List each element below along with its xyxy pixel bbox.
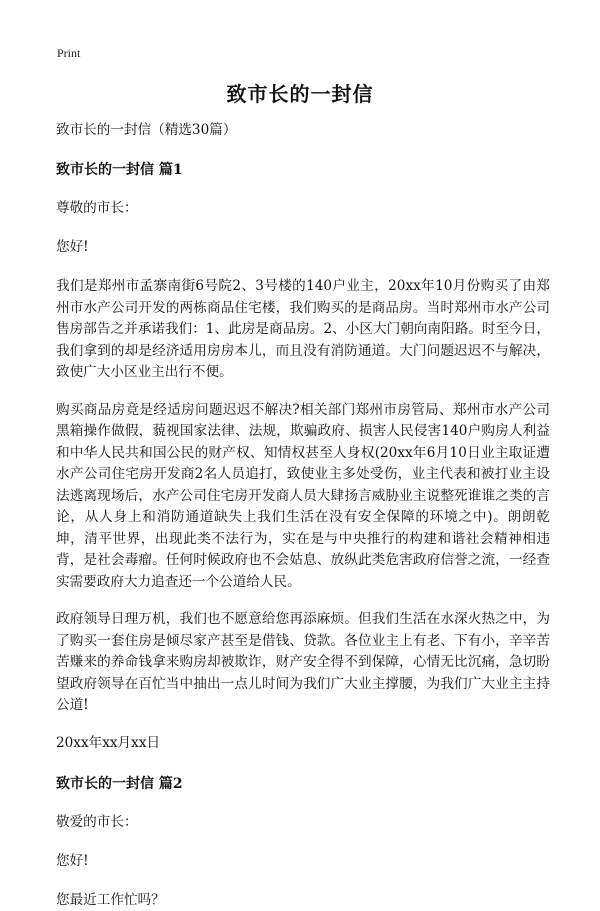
section-2-heading: 致市长的一封信 篇2: [56, 775, 183, 792]
section-2-greeting: 您好!: [56, 852, 89, 869]
document-body: [56, 120, 550, 911]
section-1-salutation: 尊敬的市长：: [56, 200, 138, 216]
section-1-heading: 致市长的一封信 篇1: [56, 162, 183, 178]
section-2-salutation: 敬爱的市长：: [56, 813, 138, 830]
section-1-paragraph: 购买商品房竟是经适房问题迟迟不解决?相关部门郑州市房管局、郑州市水产公司黑箱操作做假，藐视国家法律、法规，欺骗政府、损害人民侵害140户购房人利益和中华人民共和国公民的财产权、知情权甚至人身权(20xx年6月10日业主取证遭水产公司住宅房开发商2名人员追打，致使业主多处受伤，业主代表和被打业主设法逃离现场后，水产公司住宅房开发商人员大肆扬言威胁业主说整死谁谁之类的言论，从人身上和消防通道缺失上我们生活在没有安全保障的环境之中)。朗朗乾坤，清平世界，出现此类不法行为，实在是与中央推行的构建和谐社会精神相违背，是社会毒瘤。任何时候政府也不会姑息、放纵此类危害政府信誉之流，一经查实需要政府大力追查还一个公道给人民。: [56, 401, 550, 590]
section-1-greeting: 您好!: [56, 239, 89, 255]
section-1-paragraph: 我们是郑州市孟寨南街6号院2、3号楼的140户业主，20xx年10月份购买了由郑州市水产公司开发的两栋商品住宅楼，我们购买的是商品房。当时郑州市水产公司售房部告之并承诺我们：1、此房是商品房。2、小区大门朝向南阳路。时至今日，我们拿到的却是经济适用房房本儿，而且没有消防通道。大门问题迟迟不与解决，致使广大小区业主出行不便。: [56, 278, 550, 380]
print-link[interactable]: Print: [57, 46, 81, 60]
document-title: 致市长的一封信: [226, 82, 374, 106]
document-subtitle: 致市长的一封信（精选30篇）: [56, 122, 237, 138]
section-1-date: 20xx年xx月xx日: [56, 734, 161, 751]
section-2-opening: 您最近工作忙吗？: [56, 891, 165, 908]
section-1-paragraph: 政府领导日理万机，我们也不愿意给您再添麻烦。但我们生活在水深火热之中，为了购买一套住房是倾尽家产甚至是借钱、贷款。各位业主上有老、下有小，辛辛苦苦赚来的养命钱拿来购房却被欺诈，财产安全得不到保障，心情无比沉痛，急切盼望政府领导在百忙当中抽出一点儿时间为我们广大业主撑腰，为我们广大业主主持公道!: [56, 611, 550, 713]
